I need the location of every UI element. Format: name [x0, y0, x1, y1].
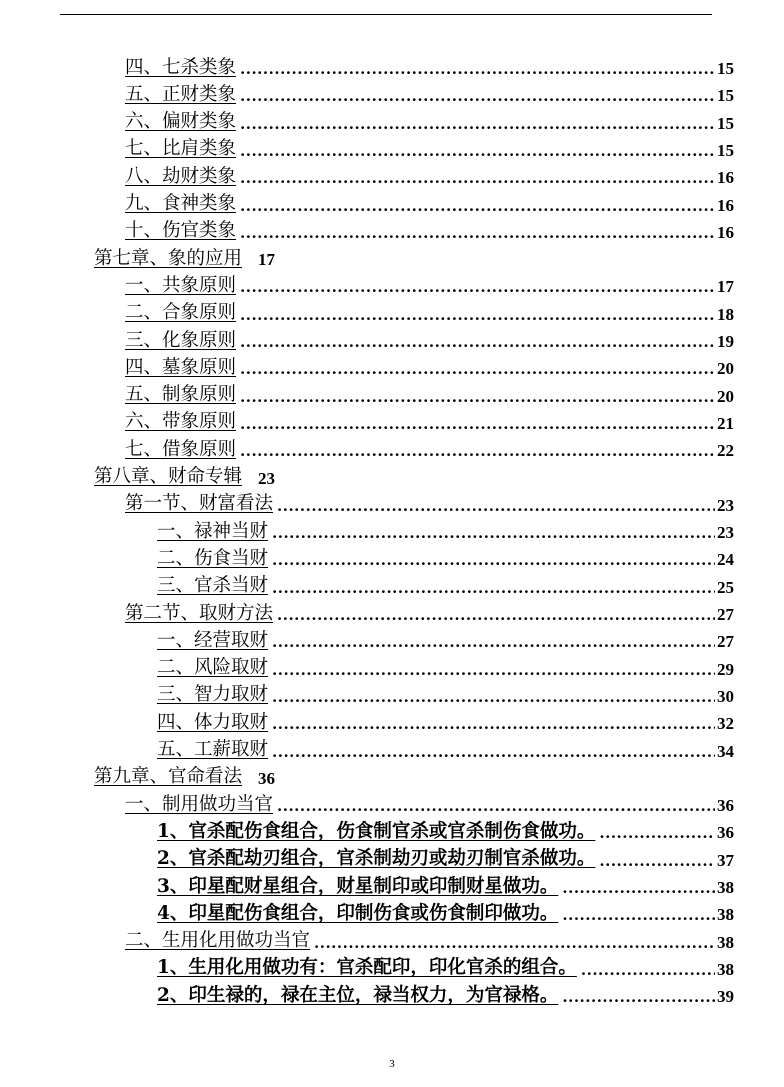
toc-leader-dots: [272, 663, 715, 678]
toc-entry[interactable]: [125, 596, 734, 623]
toc-entry[interactable]: [157, 951, 734, 978]
toc-entry-title[interactable]: 四、墓象原则: [125, 356, 237, 378]
toc-entry-page: 36: [717, 823, 734, 843]
toc-entry-title[interactable]: 七、借象原则: [125, 438, 237, 460]
toc-entry-page: 36: [258, 768, 276, 788]
header-rule: [60, 14, 712, 15]
toc-entry-page: 38: [717, 959, 734, 979]
toc-entry[interactable]: [157, 842, 734, 869]
toc-entry[interactable]: [125, 787, 734, 814]
toc-leader-dots: [240, 335, 715, 350]
toc-entry-page: 16: [717, 195, 734, 215]
toc-entry-page: 38: [717, 905, 734, 925]
toc-entry-page: 27: [717, 632, 734, 652]
toc-entry[interactable]: [157, 623, 734, 650]
toc-leader-dots: [272, 553, 715, 568]
toc-leader-dots: [599, 826, 715, 841]
toc-entry-title[interactable]: 3、印星配财星组合，财星制印或印制财星做功。: [157, 875, 559, 897]
toc-leader-dots: [240, 390, 715, 405]
toc-entry[interactable]: [157, 978, 734, 1005]
toc-entry-title[interactable]: 三、化象原则: [125, 329, 237, 351]
toc-entry-page: 17: [258, 250, 276, 270]
toc-chapter[interactable]: [94, 760, 275, 787]
toc-entry-page: 15: [717, 59, 734, 78]
toc-leader-dots: [240, 226, 715, 241]
toc-entry-page: 20: [717, 386, 734, 406]
toc-entry-title[interactable]: 2、官杀配劫刃组合，官杀制劫刃或劫刃制官杀做功。: [157, 848, 596, 870]
toc-chapter[interactable]: [94, 241, 275, 268]
toc-entry-title[interactable]: 七、比肩类象: [125, 138, 237, 160]
toc-entry-title[interactable]: 十、伤官类象: [125, 220, 237, 242]
toc-leader-dots: [272, 635, 715, 650]
toc-entry-title[interactable]: 五、工薪取财: [157, 739, 269, 760]
toc-entry-title[interactable]: 一、禄神当财: [157, 520, 269, 542]
toc-entry-title[interactable]: 五、制象原则: [125, 384, 237, 406]
toc-entry-page: 21: [717, 413, 734, 433]
toc-leader-dots: [314, 936, 715, 951]
toc-entry-title[interactable]: 二、合象原则: [125, 302, 237, 324]
toc-entry[interactable]: [157, 733, 734, 760]
toc-entry[interactable]: [157, 814, 734, 841]
page-number: 3: [389, 1058, 395, 1070]
toc-entry-page: 23: [717, 523, 734, 543]
toc-leader-dots: [562, 908, 715, 923]
toc-leader-dots: [599, 854, 715, 869]
toc-entry-page: 32: [717, 714, 734, 734]
toc-entry-title[interactable]: 八、劫财类象: [125, 165, 237, 187]
toc-leader-dots: [272, 581, 715, 596]
toc-entry-page: 38: [717, 878, 734, 897]
toc-entry[interactable]: [125, 378, 734, 405]
toc-leader-dots: [272, 717, 715, 732]
toc-entry-page: 19: [717, 332, 734, 351]
toc-entry-title[interactable]: 第七章、象的应用: [94, 247, 243, 269]
toc-entry-page: 23: [717, 495, 734, 515]
toc-leader-dots: [240, 117, 715, 132]
toc-entry-page: 17: [717, 277, 734, 297]
toc-entry[interactable]: [125, 323, 734, 350]
toc-entry-title[interactable]: 六、偏财类象: [125, 111, 237, 133]
toc-entry-title[interactable]: 二、伤食当财: [157, 547, 269, 569]
toc-chapter[interactable]: [94, 460, 275, 487]
toc-entry[interactable]: [125, 350, 734, 377]
toc-entry-page: 34: [717, 741, 734, 761]
toc-entry[interactable]: [157, 896, 734, 923]
toc-entry-title[interactable]: 4、印星配伤食组合，印制伤食或伤食制印做功。: [157, 902, 559, 924]
toc-entry-title[interactable]: 第一节、财富看法: [125, 493, 274, 515]
toc-entry-page: 25: [717, 577, 734, 597]
toc-entry-page: 27: [717, 605, 734, 624]
toc-leader-dots: [272, 526, 715, 541]
toc-leader-dots: [240, 280, 715, 295]
toc-leader-dots: [562, 881, 715, 896]
toc-entry-page: 16: [717, 222, 734, 242]
toc-leader-dots: [240, 89, 715, 104]
toc-entry-page: 22: [717, 441, 734, 461]
toc-entry[interactable]: [125, 924, 734, 951]
toc-entry-title[interactable]: 三、官杀当财: [157, 575, 269, 597]
toc-entry[interactable]: [157, 705, 734, 732]
toc-entry[interactable]: [125, 50, 734, 77]
toc-entry-page: 15: [717, 140, 734, 160]
toc-entry-title[interactable]: 一、制用做功当官: [125, 793, 274, 815]
toc-entry-page: 39: [717, 987, 734, 1007]
toc-entry-page: 36: [717, 796, 734, 816]
toc-entry[interactable]: [157, 651, 734, 678]
toc-entry-title[interactable]: 第二节、取财方法: [125, 602, 274, 624]
toc-leader-dots: [277, 499, 715, 514]
toc-entry-title[interactable]: 四、体力取财: [157, 711, 269, 733]
toc-entry-title[interactable]: 第九章、官命看法: [94, 766, 243, 788]
toc-leader-dots: [240, 171, 715, 186]
toc-entry-title[interactable]: 1、官杀配伤食组合，伤食制官杀或官杀制伤食做功。: [157, 820, 596, 842]
toc-leader-dots: [240, 62, 715, 77]
toc-entry[interactable]: [157, 678, 734, 705]
toc-entry-page: 15: [717, 113, 734, 133]
toc-entry[interactable]: [125, 487, 734, 514]
toc-entry[interactable]: [157, 514, 734, 541]
toc-entry-title[interactable]: 五、正财类象: [125, 83, 237, 105]
toc-entry[interactable]: [157, 869, 734, 896]
toc-leader-dots: [240, 444, 715, 459]
toc-entry[interactable]: [125, 405, 734, 432]
toc-entry[interactable]: [125, 77, 734, 104]
toc-entry[interactable]: [125, 105, 734, 132]
toc-leader-dots: [240, 144, 715, 159]
toc-entry-title[interactable]: 二、风险取财: [157, 657, 269, 679]
toc-entry-page: 30: [717, 686, 734, 706]
toc-entry-title[interactable]: 第八章、财命专辑: [94, 466, 243, 487]
toc-entry-title[interactable]: 二、生用化用做功当官: [125, 930, 311, 952]
toc-leader-dots: [272, 745, 715, 760]
toc-leader-dots: [240, 308, 715, 323]
toc-entry-title[interactable]: 一、经营取财: [157, 629, 269, 651]
toc-entry-page: 37: [717, 850, 734, 870]
toc-entry-page: 29: [717, 659, 734, 679]
toc-entry-page: 18: [717, 304, 734, 324]
toc-entry-title[interactable]: 一、共象原则: [125, 274, 237, 296]
toc-leader-dots: [240, 417, 715, 432]
toc-entry[interactable]: [125, 268, 734, 295]
toc-leader-dots: [272, 690, 715, 705]
toc-leader-dots: [562, 990, 715, 1005]
toc-entry-page: 15: [717, 86, 734, 106]
toc-entry[interactable]: [157, 569, 734, 596]
toc-entry-page: 16: [717, 168, 734, 188]
toc-entry-title[interactable]: 九、食神类象: [125, 193, 237, 214]
toc-leader-dots: [581, 963, 715, 978]
toc-leader-dots: [240, 362, 715, 377]
toc-entry-title[interactable]: 2、印生禄的，禄在主位，禄当权力，为官禄格。: [157, 984, 559, 1006]
toc-entry-title[interactable]: 1、生用化用做功有：官杀配印，印化官杀的组合。: [157, 957, 577, 979]
toc-leader-dots: [277, 799, 715, 814]
toc-entry-title[interactable]: 四、七杀类象: [125, 56, 237, 78]
toc-entry[interactable]: [125, 432, 734, 459]
toc-entry[interactable]: [125, 187, 734, 214]
toc-entry-title[interactable]: 三、智力取财: [157, 684, 269, 706]
toc-entry[interactable]: [125, 159, 734, 186]
toc-leader-dots: [240, 199, 715, 214]
toc-entry[interactable]: [125, 132, 734, 159]
toc-entry-page: 24: [717, 550, 734, 570]
toc-entry-page: 38: [717, 932, 734, 952]
toc-entry-page: 20: [717, 359, 734, 379]
toc-entry[interactable]: [125, 214, 734, 241]
toc-entry[interactable]: [157, 541, 734, 568]
toc-entry-title[interactable]: 六、带象原则: [125, 411, 237, 433]
toc-entry-page: 23: [258, 468, 276, 488]
toc-entry[interactable]: [125, 296, 734, 323]
toc-leader-dots: [277, 608, 715, 623]
